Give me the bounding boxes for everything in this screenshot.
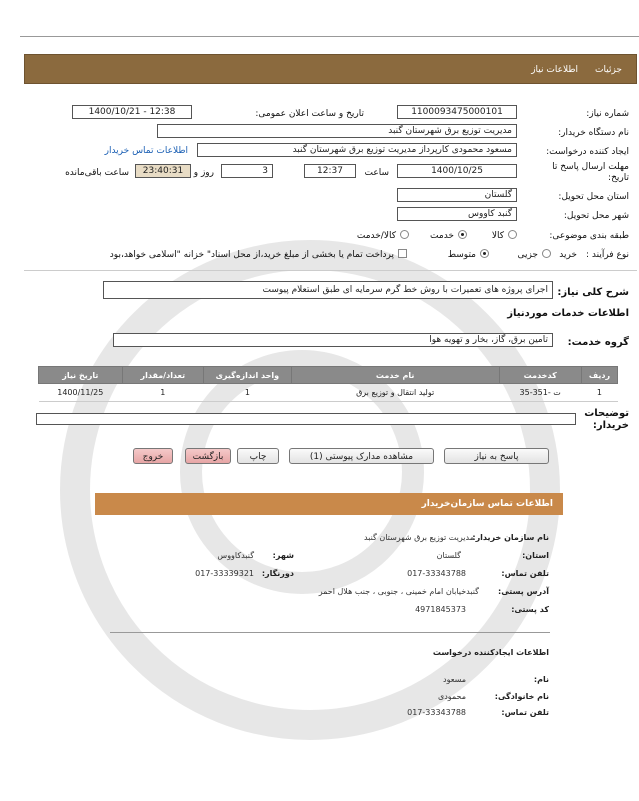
print-button[interactable]: چاپ [237,448,279,464]
deadline-label: مهلت ارسال پاسخ تا تاریخ: [552,162,629,183]
contact-divider [110,632,550,633]
days-label: روز و [193,168,214,178]
buyer-org-field: مدیریت توزیع برق شهرستان گنبد [157,124,517,138]
province-field: گلستان [397,188,517,202]
category-goods-service-radio[interactable] [400,230,409,239]
contact-title: اطلاعات تماس سازمان‌خریدار [421,499,553,509]
announce-label: تاریخ و ساعت اعلان عمومی: [255,109,364,119]
city-label: شهر محل تحویل: [563,211,629,221]
buyer-contact-link[interactable]: اطلاعات تماس خریدار [104,146,188,156]
tab-need-info[interactable]: اطلاعات نیاز [531,65,578,75]
table-row [39,384,618,402]
creator-field: مسعود محمودی کارپرداز مدیریت توزیع برق شهرستان گنبد [197,143,517,157]
cell-service-code: ت -351-35 [499,384,581,402]
tab-details[interactable]: جزئیات [595,65,622,75]
summary-label: شرح کلی نیاز: [557,287,629,298]
need-number-label: شماره نیاز: [586,109,629,119]
announce-field: 1400/10/21 - 12:38 [72,105,192,119]
items-table [38,366,618,402]
exit-button[interactable]: خروج [133,448,173,464]
treasury-payment-checkbox[interactable] [398,249,407,258]
services-title: اطلاعات خدمات موردنیاز [507,308,629,319]
cell-service-name: تولید انتقال و توزیع برق [291,384,499,402]
need-number-field: 1100093475000101 [397,105,517,119]
col-row: ردیف [581,367,617,384]
category-label: طبقه بندی موضوعی: [549,231,629,241]
contact-postal-label: کد پستی: [511,605,549,614]
service-group-label: گروه خدمت: [567,337,629,348]
col-quantity: تعداد/مقدار [122,367,203,384]
cell-need-date: 1400/11/25 [39,384,123,402]
category-goods-radio[interactable] [508,230,517,239]
province-label: استان محل تحویل: [558,192,629,202]
contact-province-value: گلستان [436,551,461,560]
cell-quantity: 1 [122,384,203,402]
contact-fax-value: 017-33339321 [195,569,254,578]
contact-province-label: استان: [522,551,549,560]
cell-row: 1 [581,384,617,402]
creator-family-label: نام خانوادگی: [494,692,549,701]
contact-phone-value: 017-33343788 [407,569,466,578]
deadline-date-field: 1400/10/25 [397,164,517,178]
contact-address-value: گنبدخیابان امام خمینی ، جنوبی ، جنب هلال احمر [318,587,479,596]
col-unit: واحد اندازه‌گیری [203,367,291,384]
deadline-time-label: ساعت [364,168,389,178]
summary-field: اجرای پروژه های تعمیرات با روش خط گرم سرمایه ای طبق استعلام پیوست [103,281,553,299]
process-medium-label: متوسط [447,250,476,260]
remaining-label: ساعت باقی‌مانده [65,168,129,178]
creator-label: ایجاد کننده درخواست: [546,147,629,157]
contact-city-value: گنبدکاووس [217,551,254,560]
process-label: نوع فرآیند : [586,250,629,260]
category-service-label: خدمت [430,231,454,241]
remaining-time-field: 23:40:31 [135,164,191,178]
contact-org-label: نام سازمان خریدار: [472,533,549,542]
table-header-row [39,367,618,384]
contact-address-label: آدرس پستی: [498,587,549,596]
days-field: 3 [221,164,273,178]
service-group-field: تامین برق، گاز، بخار و تهویه هوا [113,333,553,347]
contact-phone-label: تلفن تماس: [501,569,549,578]
process-type-label: خرید [559,250,577,260]
contact-city-label: شهر: [272,551,294,560]
top-divider [20,36,639,37]
buyer-org-label: نام دستگاه خریدار: [558,128,629,138]
creator-family-value: محمودی [437,692,466,701]
header-bar [24,54,637,84]
category-service-radio[interactable] [458,230,467,239]
treasury-payment-note: پرداخت تمام یا بخشی از مبلغ خرید،از محل اسناد" خزانه "اسلامی خواهد،بود [109,250,394,260]
col-service-name: نام خدمت [291,367,499,384]
city-field: گنبد کاووس [397,207,517,221]
contact-org-value: مدیریت توزیع برق شهرستان گنبد [363,533,474,542]
category-goods-service-label: کالا/خدمت [356,231,396,241]
creator-phone-value: 017-33343788 [407,708,466,717]
creator-info-title: اطلاعات ایجادکننده درخواست [432,648,549,657]
buyer-notes-field [36,413,576,425]
cell-unit: 1 [203,384,291,402]
process-minor-label: جزیی [517,250,538,260]
back-button[interactable]: بازگشت [185,448,231,464]
process-medium-radio[interactable] [480,249,489,258]
contact-fax-label: دورنگار: [261,569,294,578]
reply-button[interactable]: پاسخ به نیاز [444,448,549,464]
process-minor-radio[interactable] [542,249,551,258]
contact-header [95,493,563,515]
category-goods-label: کالا [491,231,504,241]
col-service-code: کدخدمت [499,367,581,384]
section-divider [24,270,637,271]
creator-name-value: مسعود [443,675,466,684]
attachments-button[interactable]: مشاهده مدارک پیوستی (1) [289,448,434,464]
buyer-notes-label: توضیحات خریدار: [584,408,629,431]
deadline-time-field: 12:37 [304,164,356,178]
creator-name-label: نام: [533,675,549,684]
contact-postal-value: 4971845373 [415,605,466,614]
creator-phone-label: تلفن تماس: [501,708,549,717]
col-need-date: تاریخ نیاز [39,367,123,384]
